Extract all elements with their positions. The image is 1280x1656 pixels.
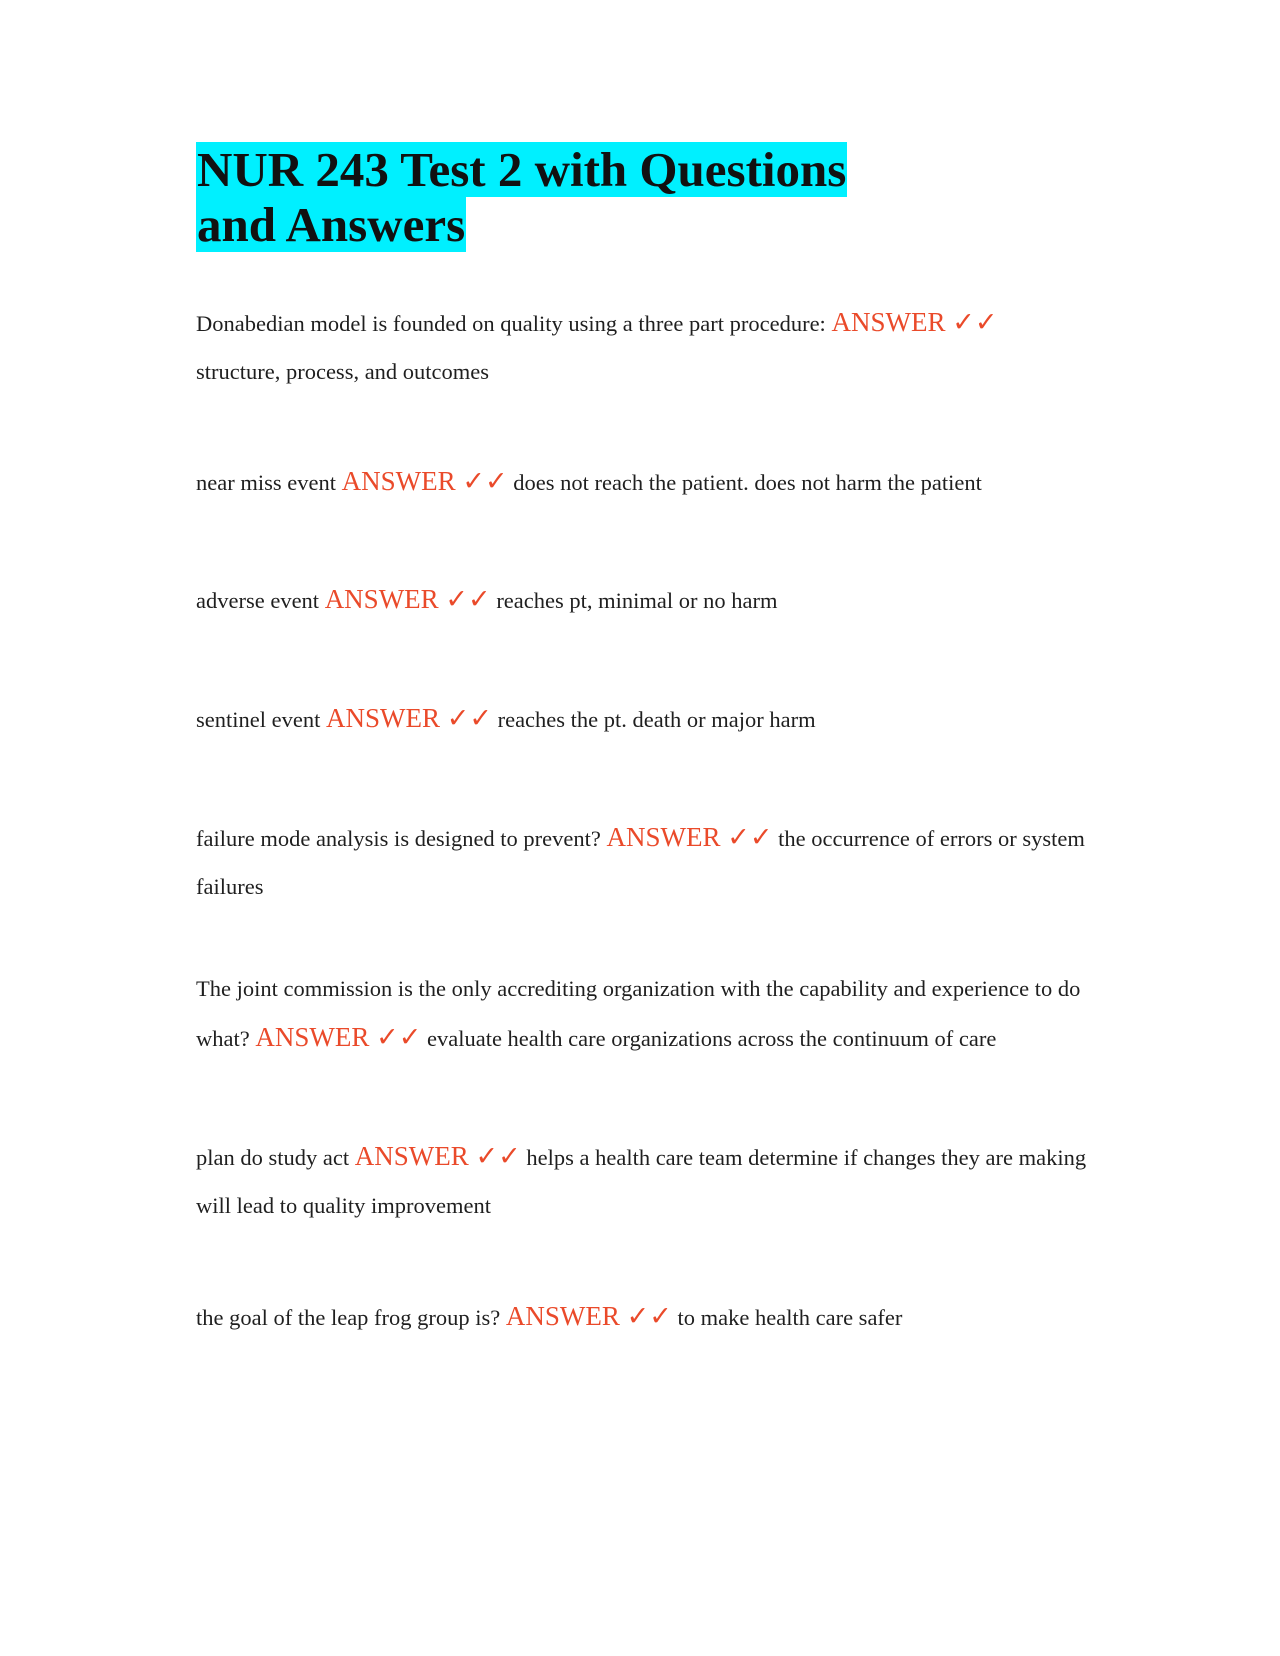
answer-text: the occurrence of errors or system failures <box>196 826 1085 899</box>
answer-text: reaches the pt. death or major harm <box>497 707 816 732</box>
qa-item <box>196 965 1096 1063</box>
answer-text: structure, process, and outcomes <box>196 359 490 384</box>
question-text: failure mode analysis is designed to prevent? <box>196 826 601 851</box>
document-title <box>196 142 936 252</box>
question-text: near miss event <box>196 470 336 495</box>
qa-item <box>196 1292 1096 1342</box>
answer-marker: ANSWER ✓✓ <box>505 1301 672 1331</box>
answer-text: reaches pt, minimal or no harm <box>496 588 778 613</box>
qa-item <box>196 575 1096 625</box>
answer-marker: ANSWER ✓✓ <box>606 822 773 852</box>
answer-marker: ANSWER ✓✓ <box>324 584 491 614</box>
qa-item <box>196 813 1096 911</box>
answer-text: evaluate health care organizations across the continuum of care <box>426 1026 997 1051</box>
answer-text: helps a health care team determine if changes they are making will lead to quality improvement <box>196 1145 1087 1218</box>
answer-marker: ANSWER ✓✓ <box>354 1141 521 1171</box>
qa-item <box>196 457 1096 507</box>
answer-text: to make health care safer <box>677 1305 903 1330</box>
qa-item <box>196 298 1096 396</box>
title-highlight: NUR 243 Test 2 with Questions and Answers <box>197 142 847 252</box>
question-text: plan do study act <box>196 1145 350 1170</box>
question-text: adverse event <box>196 588 320 613</box>
answer-text: does not reach the patient. does not harm the patient <box>513 470 982 495</box>
answer-marker: ANSWER ✓✓ <box>255 1022 422 1052</box>
answer-marker: ANSWER ✓✓ <box>341 466 508 496</box>
answer-marker: ANSWER ✓✓ <box>831 307 998 337</box>
question-text: the goal of the leap frog group is? <box>196 1305 501 1330</box>
question-text: The joint commission is the only accrediting organization with the capability and experience to do what? <box>196 976 1081 1051</box>
qa-item <box>196 694 1096 744</box>
question-text: sentinel event <box>196 707 321 732</box>
question-text: Donabedian model is founded on quality using a three part procedure: <box>196 311 826 336</box>
answer-marker: ANSWER ✓✓ <box>325 703 492 733</box>
qa-item <box>196 1132 1096 1230</box>
